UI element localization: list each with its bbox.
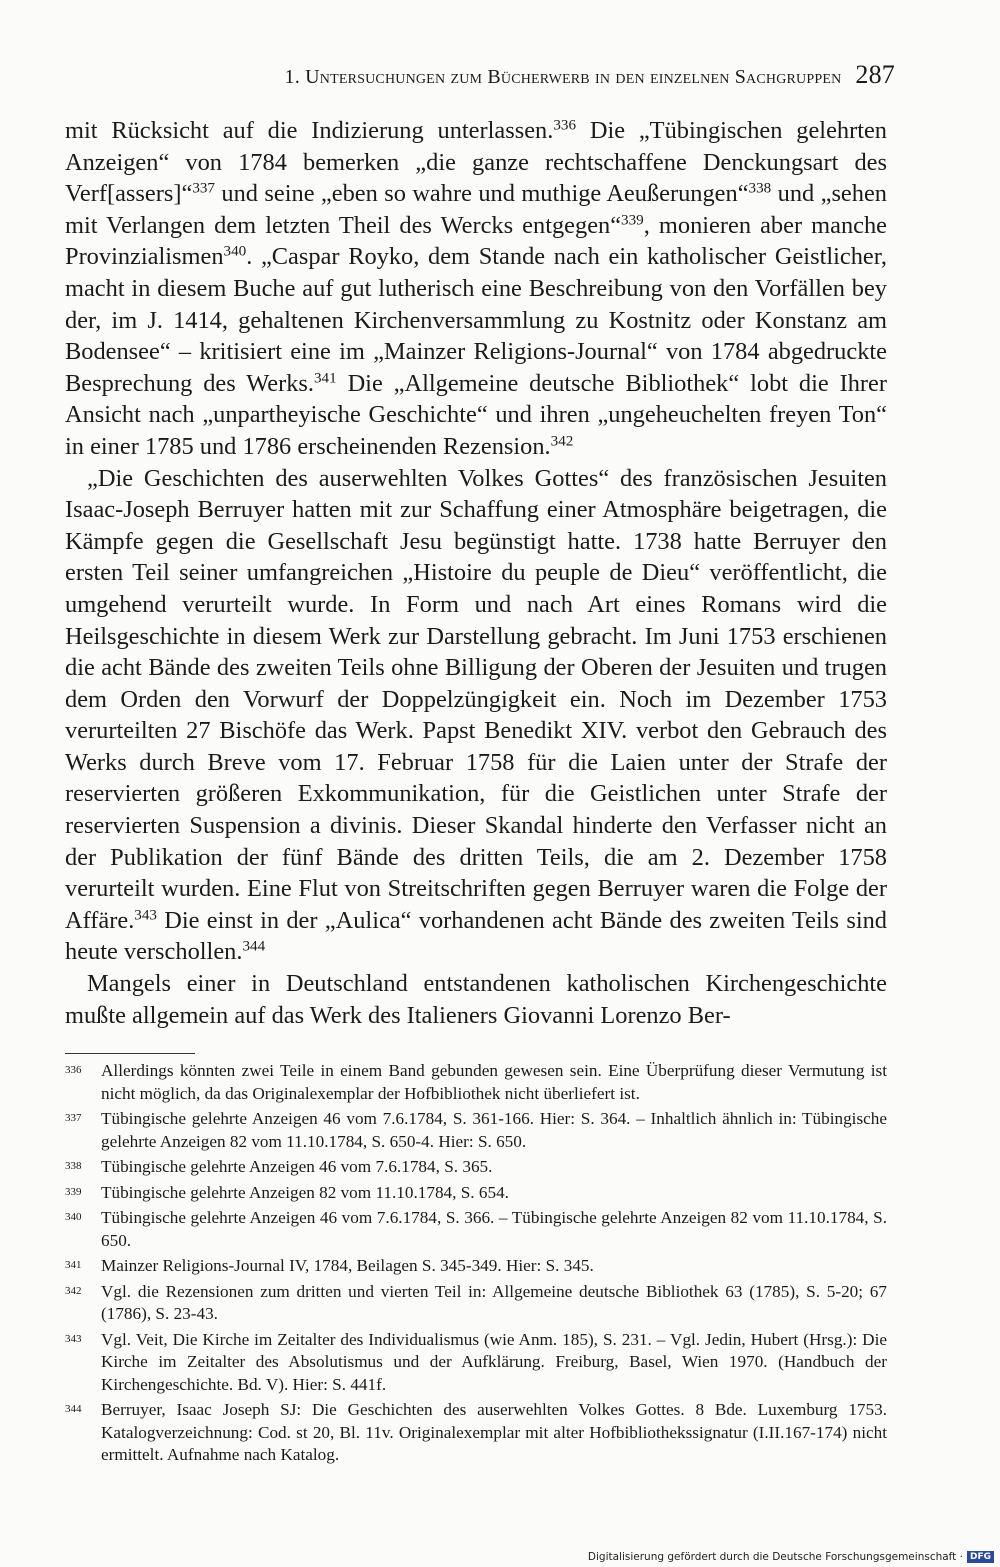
footnote-ref: 344 [242, 939, 266, 956]
footnote-number: 341 [65, 1259, 82, 1271]
paragraph-3 [65, 968, 887, 1031]
footnote-ref: 340 [223, 244, 247, 261]
text-run: Mangels einer in Deutschland entstandenen katholischen Kirchengeschichte mußte allgemein auf das Werk des Italieners Giovanni Lorenzo Ber- [65, 970, 887, 1029]
footnote [65, 1207, 887, 1252]
footnote-text: Tübingische gelehrte Anzeigen 82 vom 11.10.1784, S. 654. [101, 1182, 509, 1202]
footnote [65, 1156, 887, 1179]
footnotes [65, 1060, 887, 1470]
footnote-text: Berruyer, Isaac Joseph SJ: Die Geschichten des auserwehlten Volkes Gottes. 8 Bde. Luxemburg 1753. Katalogverzeichnung: Cod. st 20, Bl. 11v. Originalexemplar mit alter Hofbibliothekssignatur (I.II.167-174) nicht ermittelt. Aufnahme nach Katalog. [101, 1400, 887, 1464]
footnote-ref: 336 [553, 117, 577, 134]
text-run: und seine „eben so wahre und muthige Aeußerungen“ [214, 180, 749, 208]
paragraph-1 [65, 115, 887, 463]
footnote [65, 1108, 887, 1153]
text-run: mit Rücksicht auf die Indizierung unterlassen. [65, 117, 554, 144]
running-head [115, 60, 895, 90]
footnote [65, 1182, 887, 1205]
text-run: und „sehen mit Verlangen dem letzten Theil des Wercks entgegen“ [65, 180, 887, 239]
footnote-number: 337 [65, 1112, 82, 1124]
footnote-ref: 338 [748, 180, 772, 197]
text-run: Die einst in der „Aulica“ vorhandenen acht Bände des zweiten Teils sind heute verschollen. [65, 906, 887, 966]
running-head-title: 1. Untersuchungen zum Bücherwerb in den einzelnen Sachgruppen [284, 66, 842, 88]
footnote-number: 338 [65, 1160, 82, 1172]
footnote-ref: 343 [134, 907, 157, 924]
text-run: , monieren aber manche Provinzialismen [65, 211, 887, 271]
footnote-number: 339 [65, 1185, 82, 1198]
footnote-separator [65, 1053, 195, 1054]
footnote-text: Tübingische gelehrte Anzeigen 46 vom 7.6.1784, S. 361-166. Hier: S. 364. – Inhaltlich ähnlich in: Tübingische gelehrte Anzeigen 82 vom 11.10.1784, S. 650-4. Hier: S. 650. [101, 1109, 887, 1151]
footnote-text: Mainzer Religions-Journal IV, 1784, Beilagen S. 345-349. Hier: S. 345. [101, 1256, 594, 1275]
footnote [65, 1281, 887, 1326]
dfg-logo: DFG [967, 1551, 994, 1563]
credit-text: Digitalisierung gefördert durch die Deutsche Forschungsgemeinschaft · [587, 1551, 963, 1563]
footnote [65, 1329, 887, 1397]
footnote-number: 340 [65, 1211, 82, 1223]
footnote-text: Vgl. Veit, Die Kirche im Zeitalter des Individualismus (wie Anm. 185), S. 231. – Vgl. Jedin, Hubert (Hrsg.): Die Kirche im Zeitalter des Absolutismus und der Aufklärung. Freiburg, Basel, Wien 1970. (Handbuch der Kirchengeschichte. Bd. V). Hier: S. 441f. [101, 1329, 887, 1394]
footnote-text: Allerdings könnten zwei Teile in einem Band gebunden gewesen sein. Eine Überprüfung dieser Vermutung ist nicht möglich, da das Originalexemplar der Hofbibliothek nicht überliefert ist. [101, 1061, 887, 1103]
footnote [65, 1255, 887, 1278]
digitization-credit [588, 1551, 994, 1563]
footnote-ref: 342 [550, 433, 574, 450]
text-run: . „Caspar Royko, dem Stande nach ein katholischer Geistlicher, macht in diesem Buche auf gut lutherisch eine Beschreibung von den Vorfällen bey der, im J. 1414, gehaltenen Kirchenversammlung zu Kostnitz oder Konstanz am Bodensee“ – kritisiert eine im „Mainzer Religions-Journal“ von 1784 abgedruckte Besprechung des Werks. [65, 243, 887, 397]
footnote-text: Tübingische gelehrte Anzeigen 46 vom 7.6.1784, S. 366. – Tübingische gelehrte Anzeigen 82 vom 11.10.1784, S. 650. [101, 1208, 887, 1250]
footnote-ref: 341 [314, 370, 337, 387]
footnote-number: 336 [65, 1064, 82, 1076]
paragraph-2 [65, 463, 887, 969]
footnote [65, 1399, 887, 1467]
footnote-text: Tübingische gelehrte Anzeigen 46 vom 7.6.1784, S. 365. [101, 1157, 493, 1176]
page-number: 287 [855, 60, 895, 89]
footnote-number: 343 [65, 1332, 82, 1345]
footnote-number: 344 [65, 1403, 82, 1415]
text-run: Die „Tübingischen gelehrten Anzeigen“ von 1784 bemerken „die ganze rechtschaffene Denckungsart des Verf[assers]“ [65, 117, 888, 208]
text-run: „Die Geschichten des auserwehlten Volkes Gottes“ des französischen Jesuiten Isaac-Joseph Berruyer hatten mit zur Schaffung einer Atmosphäre beigetragen, die Kämpfe gegen die Gesellschaft Jesu begünstigt hatte. 1738 hatte Berruyer den ersten Teil seiner umfangreichen „Histoire du peuple de Dieu“ veröffentlicht, die umgehend verurteilt wurde. In Form und nach Art eines Romans wird die Heilsgeschichte in diesem Werk zur Darstellung gebracht. Im Juni 1753 erschienen die acht Bände des zweiten Teils ohne Billigung der Oberen der Jesuiten und trugen dem Orden den Vorwurf der Doppelzüngigkeit ein. Noch im Dezember 1753 verurteilten 27 Bischöfe das Werk. Papst Benedikt XIV. verbot den Gebrauch des Werks durch Breve vom 17. Februar 1758 für die Laien unter der Strafe der reservierten größeren Exkommunikation, für die Geistlichen unter Strafe der reservierten Suspension a divinis. Dieser Skandal hinderte den Verfasser nicht an der Publikation der fünf Bände des dritten Teils, die am 2. Dezember 1758 verurteilt wurden. Eine Flut von Streitschriften gegen Berruyer waren die Folge der Affäre. [65, 464, 887, 934]
main-text [65, 115, 887, 1031]
footnote-number: 342 [65, 1284, 82, 1297]
text-run: Die „Allgemeine deutsche Bibliothek“ lobt die Ihrer Ansicht nach „unpartheyische Geschichte“ und ihren „ungeheuchelten freyen Ton“ in einer 1785 und 1786 erscheinenden Rezension. [65, 369, 888, 460]
footnote [65, 1060, 887, 1105]
footnote-ref: 337 [192, 180, 215, 197]
footnote-text: Vgl. die Rezensionen zum dritten und vierten Teil in: Allgemeine deutsche Bibliothek 63 (1785), S. 5-20; 67 (1786), S. 23-43. [101, 1281, 887, 1323]
footnote-ref: 339 [621, 212, 644, 229]
